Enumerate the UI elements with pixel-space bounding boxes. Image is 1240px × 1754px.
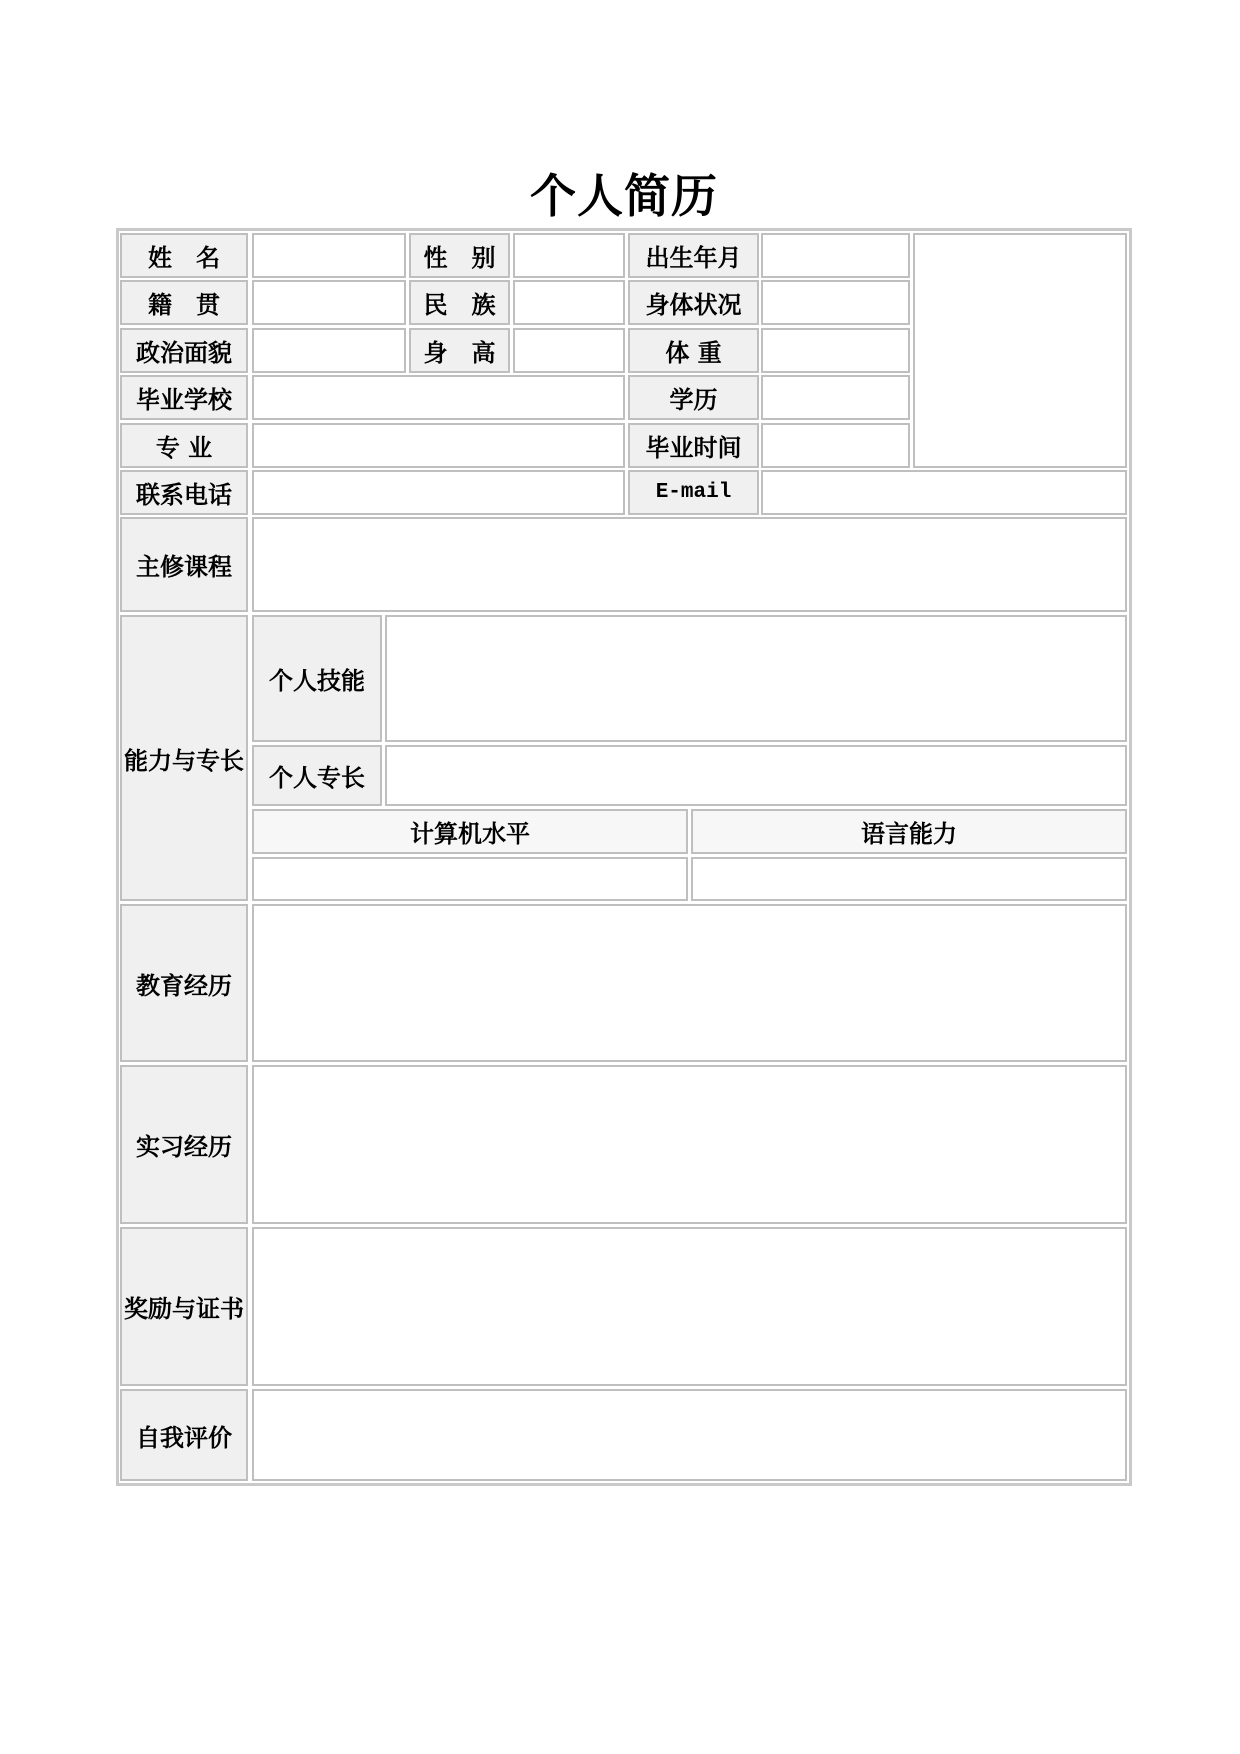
language-ability-field[interactable] (691, 857, 1127, 901)
email-field[interactable] (761, 470, 1127, 515)
graduation-date-label: 毕业时间 (628, 423, 759, 468)
specialties-label: 个人专长 (252, 745, 382, 806)
native-place-field[interactable] (252, 280, 406, 325)
gender-field[interactable] (513, 233, 625, 278)
computer-level-field[interactable] (252, 857, 688, 901)
main-courses-field[interactable] (252, 517, 1127, 612)
height-label: 身 高 (409, 328, 510, 373)
degree-label: 学历 (628, 375, 759, 420)
ethnicity-field[interactable] (513, 280, 625, 325)
education-label: 教育经历 (120, 904, 248, 1062)
internship-field[interactable] (252, 1065, 1127, 1224)
weight-label: 体 重 (628, 328, 759, 373)
health-field[interactable] (761, 280, 910, 325)
school-label: 毕业学校 (120, 375, 248, 420)
main-courses-label: 主修课程 (120, 517, 248, 612)
height-field[interactable] (513, 328, 625, 373)
awards-label: 奖励与证书 (120, 1227, 248, 1386)
ethnicity-label: 民 族 (409, 280, 510, 325)
political-status-label: 政治面貌 (120, 328, 248, 373)
school-field[interactable] (252, 375, 625, 420)
awards-field[interactable] (252, 1227, 1127, 1386)
abilities-label: 能力与专长 (120, 615, 248, 901)
major-field[interactable] (252, 423, 625, 468)
degree-field[interactable] (761, 375, 910, 420)
email-label: E-mail (628, 470, 759, 515)
self-evaluation-label: 自我评价 (120, 1389, 248, 1481)
name-label: 姓 名 (120, 233, 248, 278)
political-status-field[interactable] (252, 328, 406, 373)
skills-label: 个人技能 (252, 615, 382, 742)
phone-label: 联系电话 (120, 470, 248, 515)
native-place-label: 籍 贯 (120, 280, 248, 325)
specialties-field[interactable] (385, 745, 1127, 806)
photo-box[interactable] (913, 233, 1127, 468)
major-label: 专 业 (120, 423, 248, 468)
self-evaluation-field[interactable] (252, 1389, 1127, 1481)
internship-label: 实习经历 (120, 1065, 248, 1224)
birth-date-field[interactable] (761, 233, 910, 278)
gender-label: 性 别 (409, 233, 510, 278)
page-title: 个人简历 (530, 169, 718, 223)
skills-field[interactable] (385, 615, 1127, 742)
birth-date-label: 出生年月 (628, 233, 759, 278)
education-field[interactable] (252, 904, 1127, 1062)
health-label: 身体状况 (628, 280, 759, 325)
name-field[interactable] (252, 233, 406, 278)
weight-field[interactable] (761, 328, 910, 373)
phone-field[interactable] (252, 470, 625, 515)
graduation-date-field[interactable] (761, 423, 910, 468)
computer-level-header: 计算机水平 (252, 809, 688, 854)
language-ability-header: 语言能力 (691, 809, 1127, 854)
